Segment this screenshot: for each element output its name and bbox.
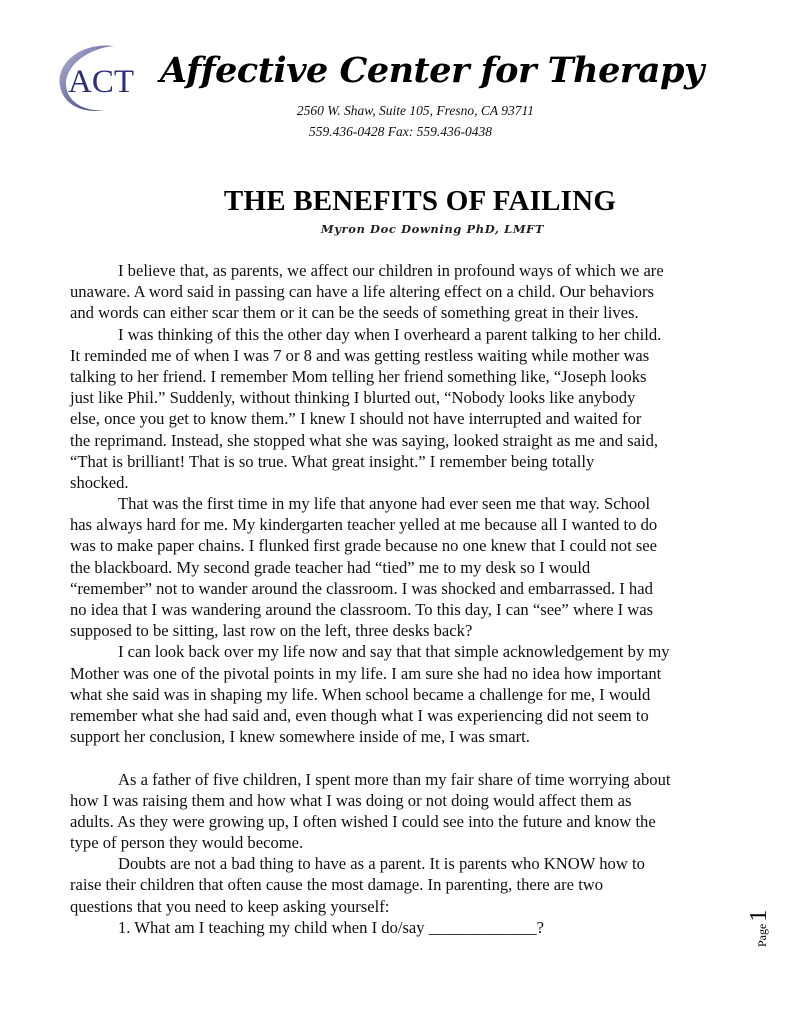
- text-line: adults. As they were growing up, I often wished I could see into the future and know the: [70, 811, 656, 831]
- text-line: what she said was in shaping my life. When school became a challenge for me, I would: [70, 684, 651, 704]
- text-line: questions that you need to keep asking yourself:: [70, 896, 390, 916]
- article-author: Myron Doc Downing PhD, LMFT: [320, 222, 545, 236]
- list-item: 1. What am I teaching my child when I do/say _____________?: [118, 917, 544, 937]
- logo-text: ACT: [68, 64, 134, 100]
- text-line: talking to her friend. I remember Mom telling her friend something like, “Joseph looks: [70, 366, 647, 386]
- text-line: support her conclusion, I knew somewhere inside of me, I was smart.: [70, 727, 530, 747]
- text-line: remember what she had said and, even though what I was experiencing did not seem to: [70, 705, 649, 725]
- paragraph-1: [70, 260, 740, 324]
- article-title: THE BENEFITS OF FAILING: [223, 185, 617, 217]
- paragraph-gap: [70, 747, 740, 768]
- text-line: I believe that, as parents, we affect our children in profound ways of which we are: [118, 261, 664, 280]
- paragraph-2: [70, 324, 740, 494]
- text-line: type of person they would become.: [70, 833, 304, 853]
- text-line: supposed to be sitting, last row on the left, three desks back?: [70, 621, 473, 641]
- org-address: 2560 W. Shaw, Suite 105, Fresno, CA 93711: [296, 103, 535, 118]
- text-line: shocked.: [70, 472, 129, 492]
- text-line: That was the first time in my life that anyone had ever seen me that way. School: [118, 494, 651, 514]
- text-line: the blackboard. My second grade teacher had “tied” me to my desk so I would: [70, 557, 591, 577]
- page-label-text: Page: [755, 923, 769, 947]
- text-line: “That is brilliant! That is so true. What great insight.” I remember being totally: [70, 451, 595, 471]
- text-line: was to make paper chains. I flunked first grade because no one knew that I could not see: [70, 536, 658, 556]
- text-line: has always hard for me. My kindergarten teacher yelled at me because all I wanted to do: [70, 515, 658, 535]
- page-number-value: 1: [746, 909, 772, 922]
- text-line: I can look back over my life now and say that that simple acknowledgement by my: [118, 642, 670, 662]
- article-body: [70, 260, 740, 938]
- text-line: no idea that I was wandering around the classroom. To this day, I can “see” where I was: [70, 600, 654, 619]
- text-line: and words can either scar them or it can be the seeds of something great in their lives.: [70, 303, 639, 323]
- text-line: how I was raising them and how what I was doing or not doing would affect them as: [70, 790, 632, 810]
- paragraph-3: [70, 493, 740, 641]
- text-line: As a father of five children, I spent more than my fair share of time worrying about: [118, 769, 671, 789]
- text-line: “remember” not to wander around the classroom. I was shocked and embarrassed. I had: [70, 578, 653, 598]
- text-line: raise their children that often cause the most damage. In parenting, there are two: [70, 875, 604, 895]
- text-line: Doubts are not a bad thing to have as a parent. It is parents who KNOW how to: [118, 854, 645, 874]
- org-name: Affective Center for Therapy: [160, 50, 704, 91]
- text-line: Mother was one of the pivotal points in my life. I am sure she had no idea how important: [70, 663, 662, 683]
- paragraph-6: [70, 853, 740, 917]
- text-line: I was thinking of this the other day when I overheard a parent talking to her child.: [118, 324, 662, 344]
- page-number: [746, 903, 786, 947]
- text-line: It reminded me of when I was 7 or 8 and was getting restless waiting while mother was: [70, 345, 650, 365]
- text-line: unaware. A word said in passing can have a life altering effect on a child. Our behaviors: [70, 282, 654, 302]
- text-line: else, once you get to know them.” I knew I should not have interrupted and waited for: [70, 409, 642, 429]
- paragraph-4: [70, 641, 740, 747]
- org-phone-fax: 559.436-0428 Fax: 559.436-0438: [309, 124, 492, 139]
- text-line: just like Phil.” Suddenly, without thinking I blurted out, “Nobody looks like anybody: [70, 388, 636, 408]
- paragraph-5: [70, 769, 740, 854]
- text-line: the reprimand. Instead, she stopped what she was saying, looked straight as me and said,: [70, 430, 659, 450]
